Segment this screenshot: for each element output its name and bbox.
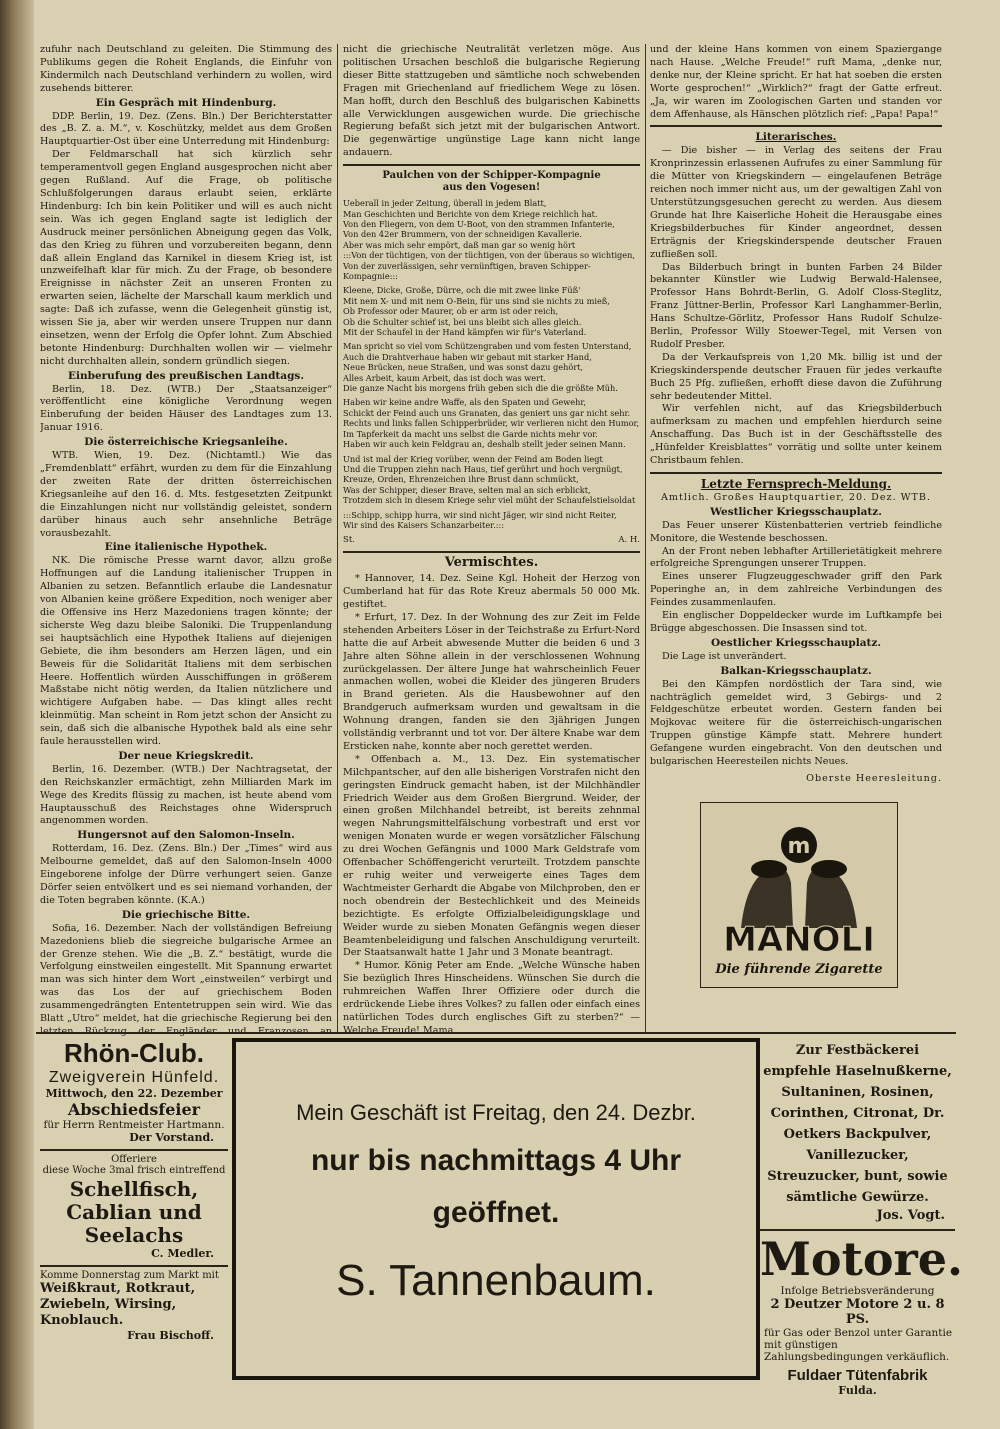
col1-p1: DDP. Berlin, 19. Dez. (Zens. Bln.) Der Berichterstatter des „B. Z. a. M.“, v. Koschützky, meldet aus dem Großen Hauptquartier-Ost über eine Unterredung mit Hindenburg: xyxy=(40,110,332,148)
tannenbaum-line-2: nur bis nachmittags 4 Uhr xyxy=(310,1144,682,1177)
signoff: Oberste Heeresleitung. xyxy=(806,772,942,784)
column-3 xyxy=(650,44,942,784)
poem-stanza xyxy=(343,454,640,506)
col3-p4: Da der Verkaufspreis von 1,20 Mk. billig ist und der Kriegskinderspende deutscher Frauen für jedes verkaufte Buch 25 Pfg. zufließen, erhofft diese davon die Zuführung sehr bedeutender Mittel. xyxy=(650,351,942,402)
tannenbaum-name: S. Tannenbaum. xyxy=(336,1256,656,1305)
divider xyxy=(650,125,942,127)
divider xyxy=(760,1229,955,1231)
motore-intro: Infolge Betriebsveränderung xyxy=(780,1285,935,1297)
rhoen-club-event: Abschiedsfeier xyxy=(67,1100,201,1119)
rhoen-club-date: Mittwoch, den 22. Dezember xyxy=(45,1087,223,1100)
col3-p8: Eines unserer Flugzeuggeschwader griff den Park Poperinghe an, in dem zahlreiche Verbindungen des Feindes zusammenlaufen. xyxy=(650,571,942,609)
vogt-text: Zur Festbäckerei empfehle Haselnußkerne, Sultaninen, Rosinen, Corinthen, Citronat, Dr. Oetkers Backpulver, Vanillezucker, Streuzucker, bunt, sowie sämtliche Gewürze. xyxy=(763,1043,952,1205)
rhoen-club-for: für Herrn Rentmeister Hartmann. xyxy=(43,1119,225,1131)
column-divider xyxy=(645,44,646,1034)
medler-item: Seelachs xyxy=(84,1223,184,1247)
poem-line: Wir sind des Kaisers Schanzarbeiter.::: xyxy=(343,519,505,530)
col3-p2: — Die bisher — in Verlag des seitens der Frau Kronprinzessin erlassenen Aufrufes zu einer Sammlung für die Mütter von Kriegskindern — eingelaufenen Beträge reichen noch immer nicht aus, um der gewaltigen Zahl von Unterstützungsgesuchen gerecht zu werden. Aus diesem Grunde hat Ihre Kaiserliche Hoheit die Herausgabe eines Kriegsbilderbuches für Kinder angeordnet, dessen Erträgnis der Kriegskinderspende deutscher Frauen zufließen soll. xyxy=(650,145,942,260)
tannenbaum-line-3: geöffnet. xyxy=(432,1196,560,1229)
motore-offer: 2 Deutzer Motore 2 u. 8 PS. xyxy=(770,1297,945,1327)
col3-p7: An der Front neben lebhafter Artillerietätigkeit mehrere erfolgreiche Sprengungen unserer Truppen. xyxy=(650,545,942,570)
poem-line: Von den Fliegern, von dem U-Boot, von den strammen Infanterie, xyxy=(343,218,615,229)
column-divider xyxy=(337,44,338,1034)
headline-balkan: Balkan-Kriegsschauplatz. xyxy=(720,664,872,677)
col1-p8: Sofia, 16. Dezember. Nach der vollständigen Befreiung Mazedoniens blieb die siegreiche bulgarische Armee an der Grenze stehen. Wie die „B. Z.“ bestätigt, wurde die Verfolgung einstweilen eingestellt. Mit Spannung erwartet man was sich hinter dem Wort „einstweilen“ verbirgt und was das Los der auf griechischem Boden zusammengedrängten Ententetruppen sein wird. Wie das Blatt „Utro“ meldet, hat die griechische Regierung bei den letzten Rückzug der Engländer und Franzosen an xyxy=(40,922,332,1036)
col2-m1: * Hannover, 14. Dez. Seine Kgl. Hoheit der Herzog von Cumberland hat für das Rote Kreuz abermals 50 000 Mk. gestiftet. xyxy=(343,573,640,610)
poem-line: Mit nem X- und mit nem O-Bein, für uns sind sie nichts zu mieß, xyxy=(343,295,610,306)
col1-p7: Rotterdam, 16. Dez. (Zens. Bln.) Der „Times“ wird aus Melbourne gemeldet, daß auf den Salomon-Inseln 4000 Eingeborene infolge der Dürre verhungert seien. Ganze Dörfer seien entvölkert und es sei niemand vorhanden, der die Toten begraben könnte. (K.A.) xyxy=(40,843,332,906)
motore-company: Fuldaer Tütenfabrik xyxy=(787,1367,928,1384)
poem-line: Von den 42er Brummern, von der schneidigen Kavallerie. xyxy=(343,229,582,240)
poem-line: Die ganze Nacht bis morgens früh geben sich die die größte Müh. xyxy=(343,383,618,394)
poem-line: Und die Truppen ziehn nach Haus, tief gerührt und hoch vergnügt, xyxy=(343,463,623,474)
hat-left xyxy=(751,860,787,878)
col2-p1: nicht die griechische Neutralität verletzen möge. Aus politischen Ursachen beschloß die bulgarische Regierung dieser Bitte stattzugeben und sämtliche noch schwebenden Fragen mit Griechenland auf friedlichem Wege zu lösen. Man hofft, durch den Beschluß des bulgarischen Kabinetts alle Verwicklungen ausgewichen wurde. Die griechische Regierung befaßt sich jetzt mit der bulgarischen Antwort. Die gegenwärtige ungünstige Lage kann nicht lange andauern. xyxy=(343,44,640,159)
headline-griechische-bitte: Die griechische Bitte. xyxy=(121,908,251,921)
poem-line: Haben wir auch kein Feldgrau an, deshalb stellt jeder seinen Mann. xyxy=(343,439,626,450)
headline-kriegskredit: Der neue Kriegskredit. xyxy=(118,749,254,762)
dateline: Amtlich. Großes Hauptquartier, 20. Dez. WTB. xyxy=(660,491,932,503)
poem-line: :::Schipp, schipp hurra, wir sind nicht Jäger, wir sind nicht Reiter, xyxy=(343,509,617,520)
bischoff-sign: Frau Bischoff. xyxy=(127,1329,214,1342)
poem-line: Aber was mich sehr empört, daß man gar so wenig hört xyxy=(343,239,576,250)
ads-section-divider xyxy=(36,1032,956,1034)
poem-signature xyxy=(343,534,640,547)
poem-line: Man Geschichten und Berichte von dem Kriege reichlich hat. xyxy=(343,208,598,219)
poem-line: Mit der Schaufel in der Hand kämpfen wir für's Vaterland. xyxy=(343,327,587,338)
poem-line: Was der Schipper, dieser Brave, selten mal an sich erblickt, xyxy=(343,484,591,495)
poem-title-line-2: aus den Vogesen! xyxy=(442,182,541,194)
bischoff-items: Weißkraut, Rotkraut, Zwiebeln, Wirsing, Knoblauch. xyxy=(40,1281,196,1328)
poem-stanza xyxy=(343,397,640,449)
col1-intro: zufuhr nach Deutschland zu geleiten. Die Stimmung des Publikums gegen die Roheit Englands, die Einfuhr von Kindermilch nach Deutschland verhindern zu wollen, wird zusehends bitterer. xyxy=(40,44,332,94)
poem-line: :::Von der tüchtigen, von der tüchtigen, von der überaus so wichtigen, xyxy=(343,250,636,261)
poem-line: Im Tapferkeit da macht uns selbst die Garde nichts mehr vor. xyxy=(343,428,598,439)
col3-p3: Das Bilderbuch bringt in bunten Farben 24 Bilder bekannter Künstler wie Ludwig Berwald-Halensee, Professor Hans Bohrdt-Berlin, G. Adolf Closs-Steglitz, Franz Jüttner-Berlin, Professor Karl Langhammer-Berlin, Hans Schultze-Görlitz, Professor Hans Rudolf Schulze-Berlin, Professor Willy Stoewer-Tegel, mit Versen von Rudolf Presber. xyxy=(650,261,942,350)
poem-title xyxy=(343,170,640,194)
poem-line: Man spricht so viel vom Schützengraben und vom festen Unterstand, xyxy=(343,341,632,352)
vogt-sign: Jos. Vogt. xyxy=(876,1208,945,1223)
poem-line: Schickt der Feind auch uns Granaten, das geniert uns gar nicht sehr. xyxy=(343,407,631,418)
motore-title: Motore. xyxy=(760,1232,964,1286)
rhoen-club-title: Rhön-Club. xyxy=(63,1038,205,1068)
poem-line: Kreuze, Orden, Ehrenzeichen ihre Brust dann schmückt, xyxy=(343,474,579,485)
manoli-logo-letter: m xyxy=(787,834,811,859)
poem-line: Rechts und links fallen Schipperbrüder, wir verlieren nicht den Humor, xyxy=(343,418,640,429)
poem-line: Haben wir keine andre Waffe, als den Spaten und Gewehr, xyxy=(343,397,587,408)
divider xyxy=(650,472,942,474)
headline-oestlich: Oestlicher Kriegsschauplatz. xyxy=(710,636,882,649)
poem-line: Und ist mal der Krieg vorüber, wenn der Feind am Boden liegt xyxy=(343,453,603,464)
poem-stanza xyxy=(343,198,640,281)
column-1 xyxy=(40,44,332,1036)
page-binding-edge xyxy=(0,0,34,1429)
medler-item: Schellfisch, xyxy=(69,1177,199,1201)
poem-line: Neue Brücken, neue Straßen, und was sonst dazu gehört, xyxy=(343,362,584,373)
divider xyxy=(40,1265,228,1267)
col1-p6: Berlin, 16. Dezember. (WTB.) Der Nachtragsetat, der den Reichskanzler ermächtigt, zehn Milliarden Mark im Wege des Kredits flüssig zu machen, ist heute abend vom Hauptausschuß des Reichstages ohne Widerspruch angenommen worden. xyxy=(40,763,332,827)
poem-line: Ob Professor oder Maurer, ob er arm ist oder reich, xyxy=(343,306,559,317)
poem-line: Alles Arbeit, kaum Arbeit, das ist doch was wert. xyxy=(343,372,546,383)
col2-m4: * Humor. König Peter am Ende. „Welche Wünsche haben Sie bezüglich Ihres Hinscheidens. Wünschen Sie durch die ruhmreichen Waffen Ihrer Offiziere oder durch die erdrückende Liebe ihres Volkes? zu fallen oder einfach eines natürlichen Todes durch englisches Gift zu sterben?“ — Welche Freude! Mama xyxy=(343,960,640,1036)
poem-line: Trotzdem sich in diesem Kriege sehr viel müht der Schaufelstielsoldat xyxy=(343,495,636,506)
medler-items xyxy=(40,1178,228,1247)
poem-place: St. xyxy=(343,535,355,546)
col1-p3: Berlin, 18. Dez. (WTB.) Der „Staatsanzeiger“ veröffentlicht eine königliche Verordnung wegen Einberufung der beiden Häuser des Landtages zum 13. Januar 1916. xyxy=(40,383,332,434)
manoli-illustration xyxy=(701,803,897,987)
headline-fernsprech: Letzte Fernsprech-Meldung. xyxy=(700,477,892,491)
divider xyxy=(40,1149,228,1151)
tannenbaum-line-1: Mein Geschäft ist Freitag, den 24. Dezbr. xyxy=(296,1100,696,1125)
col3-p11: Bei den Kämpfen nordöstlich der Tara sind, wie nachträglich gemeldet wird, 3 Gebirgs- und 2 Feldgeschütze erbeutet worden. Gestern fanden bei Mojkovac weitere für die österreichisch-ungarischen Truppen günstige Kämpfe statt. Mehrere hundert Gefangene wurden eingebracht. Von den deutschen und bulgarischen Heeresteilen nichts Neues. xyxy=(650,678,942,768)
medler-line: diese Woche 3mal frisch eintreffend xyxy=(42,1165,226,1176)
poem-line: Von der zuverlässigen, sehr vernünftigen, braven Schipper-Kompagnie::: xyxy=(343,260,591,281)
tannenbaum-advertisement xyxy=(232,1038,760,1380)
medler-sign: C. Medler. xyxy=(151,1247,214,1260)
bischoff-line: Komme Donnerstag zum Markt mit xyxy=(40,1270,219,1281)
poem-body xyxy=(343,198,640,530)
divider xyxy=(343,551,640,553)
col3-p6: Das Feuer unserer Küstenbatterien vertrieb feindliche Monitore, die Westende beschossen. xyxy=(650,519,942,544)
poem-line: Auch die Drahtverhaue haben wir gebaut mit starker Hand, xyxy=(343,351,592,362)
col3-p5: Wir verfehlen nicht, auf das Kriegsbilderbuch aufmerksam zu machen und empfehlen hierdurch seine Anschaffung. Das Buch ist in der Geschäftsstelle des „Hünfelder Kreisblattes“ vorrätig und sollte unter keinem Christbaum fehlen. xyxy=(650,403,942,467)
col2-m2: * Erfurt, 17. Dez. In der Wohnung des zur Zeit im Felde stehenden Arbeiters Löser in der Teichstraße zu Erfurt-Nord hatte die auf Arbeit abwesende Mutter die beiden 6 und 3 Jahre alten Söhne allein in der verschlossenen Wohnung zurückgelassen. Der ältere Junge hat wahrscheinlich Feuer anmachen wollen, wobei die Kleider des jüngeren Bruders in Brand gerieten. Als die Hausbewohner auf den Brandgeruch aufmerksam wurden und gewaltsam in die Wohnung drangen, fanden sie den 3jährigen Jungen vollständig verbrannt und tot vor. Der ältere Knabe war dem Ersticken nahe, konnte aber noch gerettet werden. xyxy=(343,611,640,752)
headline-landtag: Einberufung des preußischen Landtags. xyxy=(68,369,304,382)
headline-kriegsanleihe: Die österreichische Kriegsanleihe. xyxy=(84,436,288,449)
medler-item: Cablian und xyxy=(66,1200,202,1224)
rhoen-club-sub: Zweigverein Hünfeld. xyxy=(48,1069,220,1086)
col1-p5: NK. Die römische Presse warnt davor, allzu große Hoffnungen auf die Landung italienischer Truppen in Albanien zu setzen. Befanntlich erlaube die Landesnatur von Albanien keine größere Expedition, noch weniger aber die Offensive ins Herz Mazedoniens tragen könnte; der sicherste Weg dazu bleibe Saloniki. Die Truppenlandung sei hauptsächlich eine Hypothek Italiens auf diejenigen Gebiete, die ihm besonders am Herzen lägen, und ein Beweis für die Solidarität Italiens mit dem serbischen Heere. Hoffentlich würden Ausschiffungen in größerem Maßstabe nicht nötig werden, da Italien nützlichere und wichtigere Aufgaben habe. — Das klingt alles recht kleinmütig. Man scheint in Rom jetzt schon der Ansicht zu sein, daß sich die albanische Hypothek bald als eine sehr faule herausstellen wird. xyxy=(40,555,332,748)
col1-p2: Der Feldmarschall hat sich kürzlich sehr temperamentvoll gegen England ausgesprochen nicht aber gegen Rußland. Auf die Frage, ob politische Schlußfolgerungen daraus erlaubt seien, erklärte Hindenburg: Ich bin kein Politiker und will es auch nicht sein. Was ich gegen England sagte ist lediglich der Ausdruck meiner persönlichen Abneigung gegen das Volk, das den Krieg zu führen und vorzubereiten begann, denn daß allein England das Karnikel in diesem Krieg ist, ist unzweifelhaft klar für mich. Zu der Frage, ob besondere Ereignisse in nächster Zeit an unseren Fronten zu erwarten seien, lächelte der Marschall kaum merklich und sagte: Daß ich zufasse, wenn die Gelegenheit günstig ist, wissen Sie ja, aber wir werden unsere Truppen nur dann einsetzen, wenn der Erfolg die Opfer lohnt. Zum Abschied betonte Hindenburg: Durchhalten wollen wir — vielmehr nicht durchhalten allein, sondern gründlich siegen. xyxy=(40,149,332,367)
section-title-vermischtes: Vermischtes. xyxy=(444,555,539,571)
poem-line: Ob die Schulter schief ist, bei uns bleibt sich alles gleich. xyxy=(343,316,582,327)
poem-stanza xyxy=(343,341,640,393)
divider xyxy=(343,164,640,166)
manoli-brand-text: MANOLI xyxy=(723,920,875,960)
headline-hypothek: Eine italienische Hypothek. xyxy=(104,541,268,554)
manoli-advertisement xyxy=(700,802,898,988)
motore-details: für Gas oder Benzol unter Garantie mit günstigen Zahlungsbedingungen verkäuflich. xyxy=(764,1327,953,1363)
headline-hindenburg: Ein Gespräch mit Hindenburg. xyxy=(95,96,277,109)
poem-line: Kleene, Dicke, Große, Dürre, och die mit zwee linke Füß' xyxy=(343,285,581,296)
headline-salomon: Hungersnot auf den Salomon-Inseln. xyxy=(77,829,295,842)
headline-literarisches: Literarisches. xyxy=(755,131,837,144)
poem-author: A. H. xyxy=(618,535,640,546)
right-ads-column xyxy=(760,1036,964,1411)
col3-p10: Die Lage ist unverändert. xyxy=(662,650,787,662)
rhoen-club-sign: Der Vorstand. xyxy=(129,1131,214,1144)
left-ads-column xyxy=(40,1036,228,1411)
col1-p4: WTB. Wien, 19. Dez. (Nichtamtl.) Wie das „Fremdenblatt“ erfährt, wurden zu dem für die Einzahlung der zweiten Rate der dritten österreichischen Kriegsanleihe auf den 16. d. Mts. festgesetzten Zeitpunkt die Einzahlungen nicht nur vollständig geleistet, sondern darüber hinaus auch sehr ansehnliche Beträge vorausbezahlt. xyxy=(40,450,332,539)
col3-p1: und der kleine Hans kommen von einem Spaziergange nach Hause. „Welche Freude!“ ruft Mama, „denke nur, denke nur, der Kleine spricht. Er hat hat soeben die ersten Worte gesprochen!“ „Wirklich?“ fragt der Gatte erfreut. „Ja, wir waren im Zoologischen Garten und standen vor dem Affenhause, als Hänschen plötzlich rief: „Papa! Papa!“ xyxy=(650,44,942,120)
motore-city: Fulda. xyxy=(838,1384,877,1397)
headline-westlich: Westlicher Kriegsschauplatz. xyxy=(710,505,882,518)
col2-m3: * Offenbach a. M., 13. Dez. Ein systematischer Milchpantscher, auf den alle bisherigen Vorstrafen nicht den geringsten Eindruck gemacht haben, ist der Milchhändler Friedrich Weider aus dem Großen Biergrund. Weider, der einen großen Milchhandel betreibt, ist bereits zehnmal wegen Nahrungsmittelfälschung vorbestraft und erst vor wenigen Monaten wurde er wegen vorsätzlicher Fälschung zu drei Wochen Gefängnis und 1000 Mark Geldstrafe vom Offenbacher Schöffengericht verurteilt. Trotzdem panschte er ruhig weiter und verweigerte eines Tages dem Wachtmeister Gerhardt die Abgabe von Milchproben, den er noch obendrein der Bestechlichkeit und des Meineids bezichtigte. Es erfolgte Offizialbeleidigungsklage und Weider wurde zu sieben Monaten Gefängnis wegen dieser Beamtenbeleidigung und falschen Anschuldigung verurteilt. Der Staatsanwalt hatte 1 Jahr und 3 Monate beantragt. xyxy=(343,753,640,959)
poem-stanza xyxy=(343,285,640,337)
column-2 xyxy=(343,44,640,1036)
medler-intro: Offeriere xyxy=(111,1154,157,1165)
manoli-slogan: Die führende Zigarette xyxy=(715,962,883,977)
poem-line: Ueberall in jeder Zeitung, überall in jedem Blatt, xyxy=(343,198,547,209)
poem-title-line-1: Paulchen von der Schipper-Kompagnie xyxy=(382,170,601,182)
hat-right xyxy=(811,860,847,878)
poem-stanza xyxy=(343,510,640,531)
col3-p9: Ein englischer Doppeldecker wurde im Luftkampfe bei Brügge abgeschossen. Die Insassen sind tot. xyxy=(650,610,942,634)
